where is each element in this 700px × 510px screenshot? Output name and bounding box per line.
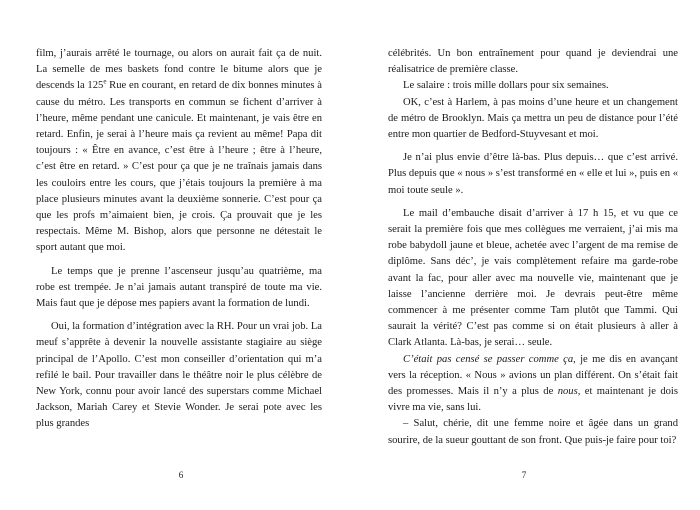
paragraph: OK, c’est à Harlem, à pas moins d’une heure et un changement de métro de Brooklyn. Mais ça mettra un peu de distance pour l’été entre mon quartier de Bedford-Stuyvesant et moi. bbox=[388, 96, 678, 141]
italic-text: C’était pas censé se passer comme ça bbox=[403, 353, 574, 365]
paragraph: – Salut, chérie, dit une femme noire et âgée dans un grand sourire, de la sueur gouttant de son front. Que puis-je faire pour toi? bbox=[388, 418, 678, 446]
paragraph: Je n’ai plus envie d’être là-bas. Plus depuis… que c’est arrivé. Plus depuis que « nous » s’est transformé en « elle et lui », puis en « moi toute seule ». bbox=[388, 152, 678, 196]
superscript: e bbox=[103, 77, 107, 86]
right-page-text bbox=[388, 46, 678, 449]
paragraph: Le salaire : trois mille dollars pour six semaines. bbox=[403, 80, 609, 92]
left-page-text bbox=[36, 46, 322, 433]
paragraph: C’était pas censé se passer comme ça, je me dis en avançant vers la réception. « Nous » avions un plan différent. On s’était fait des promesses. Mais il n’y a plus de nous, et maintenant je dois vivre ma vie, sans lui. bbox=[388, 353, 679, 414]
paragraph: film, j’aurais arrêté le tournage, ou alors on aurait fait ça de nuit. La semelle de mes baskets fond contre le bitume alors que je descends la 125e Rue en courant, en retard de dix bonnes minutes à cause du métro. Les transports en commun se fichent d’arriver à l’heure, même pendant une canicule. Et maintenant, je vais être en retard. Enfin, je serai à l’heure mais ça revient au même! Papa dit toujours : « Être en avance, c’est être à l’heure ; être à l’heure, c’est être en retard. » C’est pour ça que je ne traînais jamais dans les couloirs entre les cours, que j’étais toujours la première à ma place plusieurs minutes avant la deuxième sonnerie. C’est pour ça que les profs m’aimaient bien, je crois. Ça prouvait que je les respectais. Même M. Bishop, alors que personne ne détestait le sport autant que moi. bbox=[36, 48, 322, 254]
paragraph: célébrités. Un bon entraînement pour quand je deviendrai une réalisatrice de première classe. bbox=[388, 48, 678, 76]
page-number: 7 bbox=[521, 470, 527, 480]
paragraph: Le mail d’embauche disait d’arriver à 17 h 15, et vu que ce serait la première fois que mes collègues me verraient, j’ai mis ma robe babydoll jaune et bleue, achetée avec l’argent de ma remise de diplôme. Sans déc’, je vais complètement refaire ma garde-robe avant la fac, pour aller avec ma nouvelle vie, maintenant que je laisse l’ancienne derrière moi. Je devrais peut-être même commencer à me présenter comme Tam plutôt que Tammi. Qui saurait la vérité? C’est pas comme si on était plusieurs à aller à Clark Atlanta. Là-bas, je serai… seule. bbox=[388, 207, 678, 349]
italic-text: nous, bbox=[557, 386, 581, 398]
paragraph: Oui, la formation d’intégration avec la RH. Pour un vrai job. La meuf s’apprête à devenir la nouvelle assistante stagiaire au siège principal de l’Apollo. C’est mon conseiller d’orientation qui m’a refilé le bail. Pour travailler dans le théâtre noir le plus célèbre de New York, connu pour avoir lancé des superstars comme Michael Jackson, Mariah Carey et Stevie Wonder. Je serai pote avec les plus grandes bbox=[36, 321, 322, 430]
paragraph: Le temps que je prenne l’ascenseur jusqu’au quatrième, ma robe est trempée. Je n’ai jamais autant transpiré de toute ma vie. Mais faut que je dépose mes papiers avant la formation de lundi. bbox=[36, 265, 322, 310]
page-number: 6 bbox=[178, 470, 184, 480]
